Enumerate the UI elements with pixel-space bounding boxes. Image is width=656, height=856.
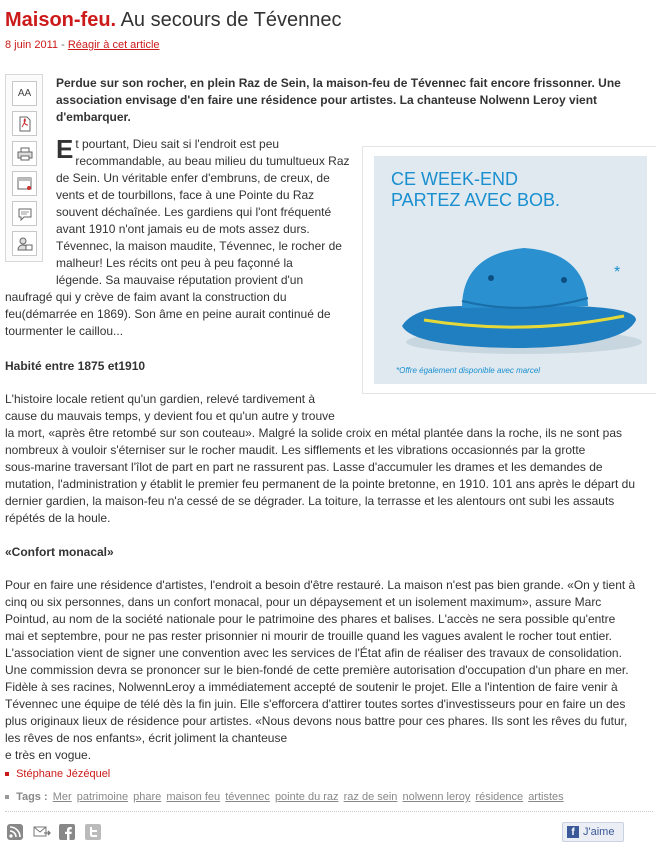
body-line: t pourtant, Dieu sait si l'endroit est peu: [75, 137, 280, 151]
ad-disclaimer: *Offre également disponible avec marcel: [396, 366, 541, 375]
article-section-1: [5, 391, 653, 527]
author-name: Stéphane Jézéquel: [16, 768, 111, 780]
tag-link[interactable]: pointe du raz: [274, 791, 339, 803]
body-line: cause du mauvais temps, y devient fou et qu'un autre y trouve: [5, 409, 335, 423]
body-line: légende. Sa mauvaise réputation provient d'un: [56, 273, 304, 287]
print-icon: [17, 147, 33, 161]
ad-headline-line-2: PARTEZ AVEC BOB.: [391, 190, 561, 210]
body-line: tourmenter le caillou...: [5, 324, 124, 338]
body-line: répétés de la houle.: [5, 511, 111, 525]
send-button[interactable]: [12, 171, 37, 196]
subheading-1: Habité entre 1875 et1910: [5, 359, 146, 373]
body-line: sous-marine traversant l'îlot de part en part ne rassurent pas. Lasse d'accumuler les drames et les demandes de: [5, 460, 603, 474]
body-line: la mort, «après être retombé sur son couteau». Malgré la solide croix en métal plantée dans la roche, ils ne sont pas: [5, 426, 622, 440]
body-line: e très en vogue.: [5, 748, 92, 762]
footer-divider: [5, 811, 653, 812]
meta-separator: -: [61, 39, 65, 51]
body-line: naufragé qui y crève de faim avant la construction du: [5, 290, 287, 304]
react-link[interactable]: Réagir à cet article: [67, 39, 160, 51]
body-line: L'association vient de signer une convention avec les services de l'État afin de réaliser des travaux de consolidation.: [5, 646, 622, 660]
body-line: dernier gardien, la maison-feu n'a cessé de se dégrader. La toiture, la terrasse et les alentours ont subi les assauts: [5, 494, 615, 508]
drop-cap: E: [56, 134, 74, 164]
body-line: Tévennec, la maison maudite, Tévennec, le rocher de: [56, 239, 342, 253]
article-body-intro: [56, 136, 351, 289]
body-line: mai et septembre, pour ne pas rester prisonnier ni mourir de trouille quand les vagues avalent le rocher tout entier.: [5, 629, 612, 643]
window-icon: [17, 177, 33, 191]
share-mail-button[interactable]: [12, 231, 37, 256]
rss-icon: [7, 824, 23, 840]
body-line: L'histoire locale retient qu'un gardien, relevé tardivement à: [5, 392, 316, 406]
bullet-square-icon: [5, 795, 9, 799]
mail-forward-icon: [33, 824, 51, 840]
body-line: Fidèle à ses racines, NolwennLeroy a immédiatement accepté de soutenir le projet. Elle a l'intention de faire venir à: [5, 680, 618, 694]
article-author: [5, 768, 110, 780]
article-section-2: [5, 577, 653, 764]
comment-button[interactable]: [12, 201, 37, 226]
article-tools: [5, 74, 43, 262]
tag-link[interactable]: raz de sein: [343, 791, 398, 803]
font-size-button[interactable]: [12, 81, 37, 106]
body-line: Pour en faire une résidence d'artistes, l'endroit a besoin d'être restauré. La maison n'est pas bien grande. «On y tient à: [5, 578, 636, 592]
facebook-share-button[interactable]: [59, 824, 75, 840]
tag-link[interactable]: résidence: [475, 791, 524, 803]
like-label: J'aime: [583, 826, 615, 838]
tag-link[interactable]: tévennec: [225, 791, 270, 803]
advertisement: [362, 146, 656, 394]
body-line: avant 1910 n'ont jamais eu de mots assez durs.: [56, 222, 310, 236]
article-meta: [5, 39, 160, 51]
body-line: Pointud, au nom de la société nationale pour le patrimoine des phares et balises. L'accès ne sera possible qu'entre: [5, 612, 616, 626]
tag-link[interactable]: artistes: [528, 791, 564, 803]
comment-icon: [17, 207, 33, 221]
font-size-icon: [18, 88, 31, 99]
body-line: vents et de tourbillons, face à une Pointe du Raz: [56, 188, 315, 202]
rss-button[interactable]: [7, 824, 23, 840]
article-lead: Perdue sur son rocher, en plein Raz de Sein, la maison-feu de Tévennec fait encore frissonner. Une association envisage d'en faire une résidence pour artistes. La chanteuse Nolwenn Leroy vient d'embarquer.: [56, 76, 621, 124]
tag-link[interactable]: patrimoine: [76, 791, 129, 803]
user-mail-icon: [17, 236, 33, 252]
print-button[interactable]: [12, 141, 37, 166]
body-line: cinq ou six personnes, dans un confort monacal, pour un dépaysement et un isolement maximum», assure Marc: [5, 595, 602, 609]
title-kicker: Maison-feu.: [5, 9, 117, 31]
body-line: Une commission devra se prononcer sur le bien-fondé de cette première autorisation d'occupation d'un phare en mer.: [5, 663, 629, 677]
title-headline: Au secours de Tévennec: [120, 9, 342, 31]
facebook-like-button[interactable]: [562, 822, 624, 842]
pdf-icon: [18, 116, 32, 132]
ad-asterisk: *: [614, 264, 621, 281]
ad-headline-line-1: CE WEEK-END: [391, 169, 519, 189]
twitter-icon: [85, 824, 101, 840]
body-line: recommandable, au beau milieu du tumultueux Raz: [75, 154, 350, 168]
tag-link[interactable]: Mer: [52, 791, 72, 803]
body-line: nombreux à vouloir s'éterniser sur le rocher maudit. Les sifflements et les vibrations occasionnés par la grotte: [5, 443, 586, 457]
tags-row: [5, 791, 564, 803]
body-line: mutation, l'administration y établit le premier feu permanent de la pointe bretonne, en 1910. 101 ans après le départ du: [5, 477, 636, 491]
email-share-button[interactable]: [33, 824, 49, 840]
bucket-hat-image: [374, 156, 647, 384]
article-date: 8 juin 2011: [5, 39, 59, 51]
tag-link[interactable]: phare: [133, 791, 162, 803]
bullet-square-icon: [5, 772, 9, 776]
tag-link[interactable]: nolwenn leroy: [402, 791, 471, 803]
pdf-button[interactable]: [12, 111, 37, 136]
body-line: Tévennec une équipe de télé dès la fin juin. Elle s'efforcera d'attirer toutes sortes d'investisseurs pour en faire un des: [5, 697, 626, 711]
body-line: feu(démarrée en 1869). Son âme en peine aurait continué de: [5, 307, 331, 321]
facebook-logo-icon: f: [567, 826, 579, 838]
facebook-icon: [59, 824, 75, 840]
article-title: [5, 8, 341, 32]
tags-label: Tags :: [16, 791, 48, 803]
font-size-label: AA: [17, 88, 32, 99]
twitter-share-button[interactable]: [85, 824, 101, 840]
subheading-2: «Confort monacal»: [5, 545, 114, 559]
body-line: plus originaux lieux de résidence pour artistes. «Nous devons nous battre pour ces phares. Ils sont les rêves du futur,: [5, 714, 628, 728]
article-body-continued: [5, 289, 355, 340]
body-line: de Sein. Un véritable enfer d'embruns, de creux, de: [56, 171, 330, 185]
body-line: souvent déchaînée. Les gardiens qui l'ont fréquenté: [56, 205, 332, 219]
tag-link[interactable]: maison feu: [166, 791, 221, 803]
body-line: malheur! Les récits ont peu à peu façonné la: [56, 256, 293, 270]
ad-banner[interactable]: [374, 156, 647, 384]
body-line: les rêves de nos enfants», écrit joliment la chanteuse: [5, 731, 288, 745]
